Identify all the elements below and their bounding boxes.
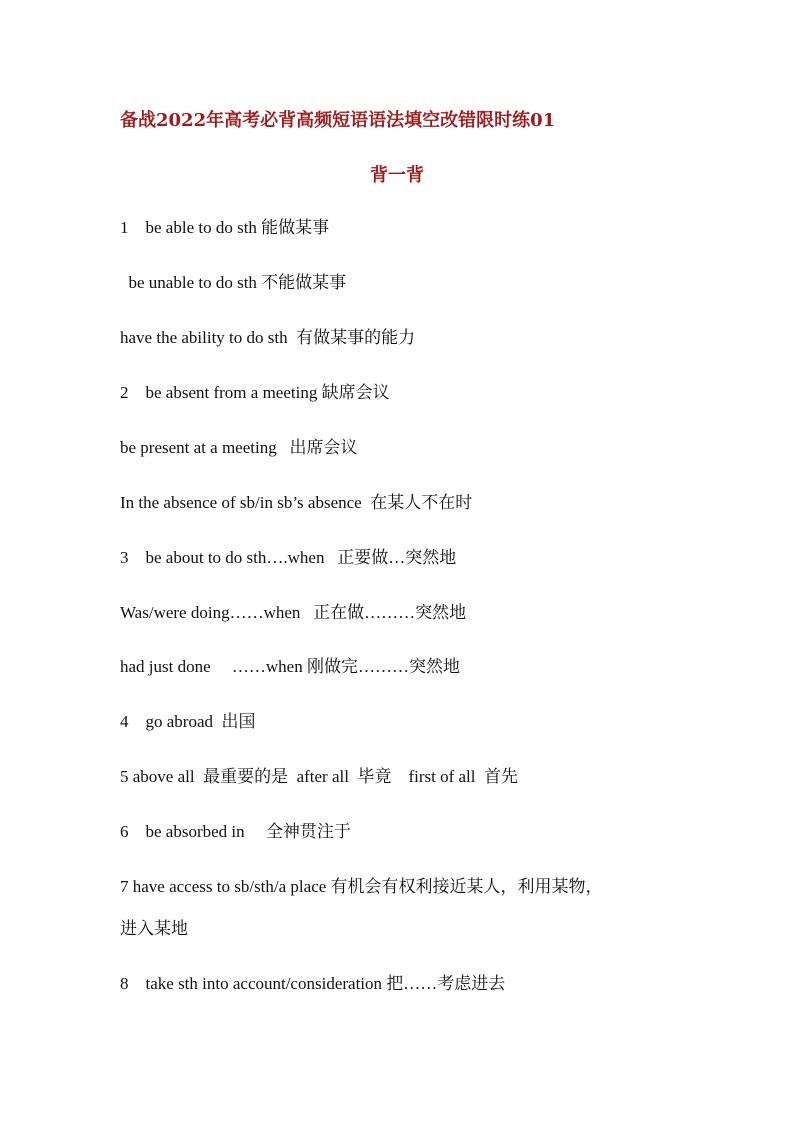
phrase-line: 4 go abroad 出国 <box>120 712 256 731</box>
section-heading: 背一背 <box>370 165 424 186</box>
phrase-line: be present at a meeting 出席会议 <box>120 438 358 457</box>
phrase-line: 8 take sth into account/consideration 把……考虑进去 <box>120 974 506 993</box>
phrase-line: had just done ……when 刚做完………突然地 <box>120 657 460 676</box>
phrase-line: 进入某地 <box>120 919 188 938</box>
phrase-line: 5 above all 最重要的是 after all 毕竟 first of all 首先 <box>120 767 518 786</box>
phrase-line: Was/were doing……when 正在做………突然地 <box>120 603 467 622</box>
phrase-line: 1 be able to do sth 能做某事 <box>120 218 330 237</box>
phrase-line: 3 be about to do sth….when 正要做…突然地 <box>120 548 457 567</box>
phrase-line: have the ability to do sth 有做某事的能力 <box>120 328 416 347</box>
phrase-line: In the absence of sb/in sb’s absence 在某人不在时 <box>120 493 473 512</box>
phrase-line: be unable to do sth 不能做某事 <box>120 273 347 292</box>
phrase-line: 2 be absent from a meeting 缺席会议 <box>120 383 390 402</box>
phrase-line: 7 have access to sb/sth/a place 有机会有权利接近某人，利用某物， <box>120 877 603 896</box>
phrase-line: 6 be absorbed in 全神贯注于 <box>120 822 351 841</box>
document-title: 备战2022年高考必背高频短语语法填空改错限时练01 <box>120 110 556 131</box>
